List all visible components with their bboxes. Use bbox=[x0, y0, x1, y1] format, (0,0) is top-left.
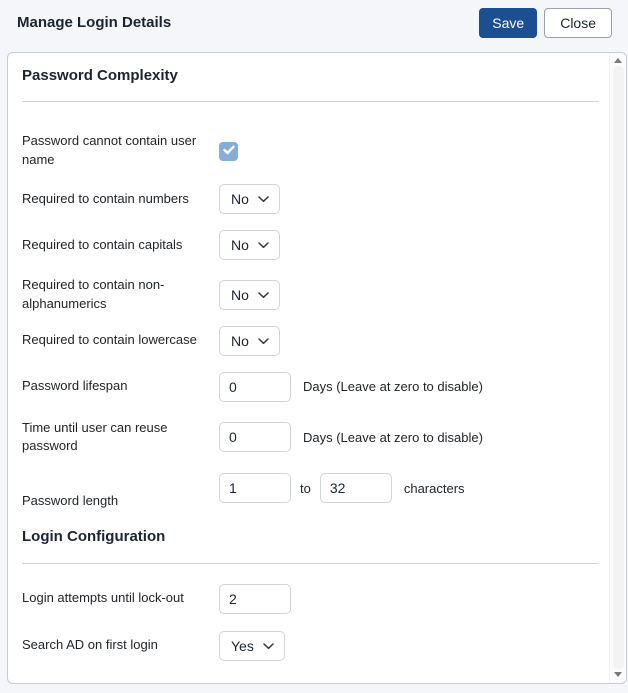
search-ad-select[interactable] bbox=[219, 631, 285, 661]
field-label: Time until user can reuse password bbox=[22, 419, 168, 454]
required-capitals-select[interactable] bbox=[219, 230, 280, 260]
section-title-login-configuration: Login Configuration bbox=[22, 528, 166, 546]
form-row-nonalphanumerics bbox=[22, 276, 599, 314]
dialog-header bbox=[0, 0, 628, 45]
chevron-down-icon bbox=[258, 196, 269, 203]
select-value: No bbox=[231, 332, 249, 349]
required-nonalphanumerics-select[interactable] bbox=[219, 280, 280, 310]
section-title-password-complexity: Password Complexity bbox=[22, 67, 178, 84]
select-value: No bbox=[231, 190, 249, 207]
login-attempts-input[interactable] bbox=[219, 584, 291, 614]
section-divider bbox=[22, 101, 599, 102]
field-label: Required to contain non-alphanumerics bbox=[22, 276, 165, 311]
save-button[interactable]: Save bbox=[479, 8, 537, 38]
field-label: Password length bbox=[22, 492, 119, 508]
check-icon bbox=[223, 142, 235, 160]
field-label: Required to contain capitals bbox=[22, 236, 183, 252]
chevron-down-icon bbox=[258, 242, 269, 249]
password-username-checkbox[interactable] bbox=[219, 142, 238, 161]
chevron-down-icon bbox=[258, 292, 269, 299]
scroll-down-icon[interactable] bbox=[614, 672, 622, 677]
scrollbar-thumb[interactable] bbox=[613, 66, 624, 669]
select-value: Yes bbox=[231, 637, 254, 654]
form-row-numbers bbox=[22, 184, 599, 214]
field-label: Search AD on first login bbox=[22, 637, 158, 653]
field-suffix: Days (Leave at zero to disable) bbox=[303, 379, 483, 395]
form-row-lockout bbox=[22, 584, 599, 614]
field-label: Password cannot contain user name bbox=[22, 133, 197, 168]
field-label: Password lifespan bbox=[22, 378, 128, 394]
form-row-search-ad bbox=[22, 631, 599, 661]
panel-content bbox=[8, 53, 609, 683]
settings-panel bbox=[7, 52, 627, 684]
form-row-capitals bbox=[22, 230, 599, 260]
page-title: Manage Login Details bbox=[17, 14, 172, 31]
form-row-lowercase bbox=[22, 326, 599, 356]
scroll-up-icon[interactable] bbox=[614, 58, 622, 63]
field-label: Required to contain lowercase bbox=[22, 332, 197, 348]
range-joiner: to bbox=[300, 480, 311, 496]
section-divider bbox=[22, 563, 599, 564]
close-button[interactable]: Close bbox=[544, 8, 612, 38]
password-reuse-input[interactable] bbox=[219, 422, 291, 452]
field-suffix: Days (Leave at zero to disable) bbox=[303, 429, 483, 445]
form-row-username bbox=[22, 132, 599, 170]
form-row-lifespan bbox=[22, 372, 599, 402]
password-length-max-input[interactable] bbox=[320, 473, 392, 503]
form-row-length bbox=[22, 473, 599, 508]
password-length-min-input[interactable] bbox=[219, 473, 291, 503]
form-row-reuse bbox=[22, 419, 599, 457]
field-suffix: characters bbox=[403, 480, 465, 496]
chevron-down-icon bbox=[263, 643, 274, 650]
scrollbar[interactable] bbox=[609, 53, 626, 683]
required-numbers-select[interactable] bbox=[219, 184, 280, 214]
select-value: No bbox=[231, 236, 249, 253]
field-label: Required to contain numbers bbox=[22, 190, 189, 206]
field-label: Login attempts until lock-out bbox=[22, 590, 184, 606]
required-lowercase-select[interactable] bbox=[219, 326, 280, 356]
password-lifespan-input[interactable] bbox=[219, 372, 291, 402]
chevron-down-icon bbox=[258, 338, 269, 345]
select-value: No bbox=[231, 286, 249, 303]
